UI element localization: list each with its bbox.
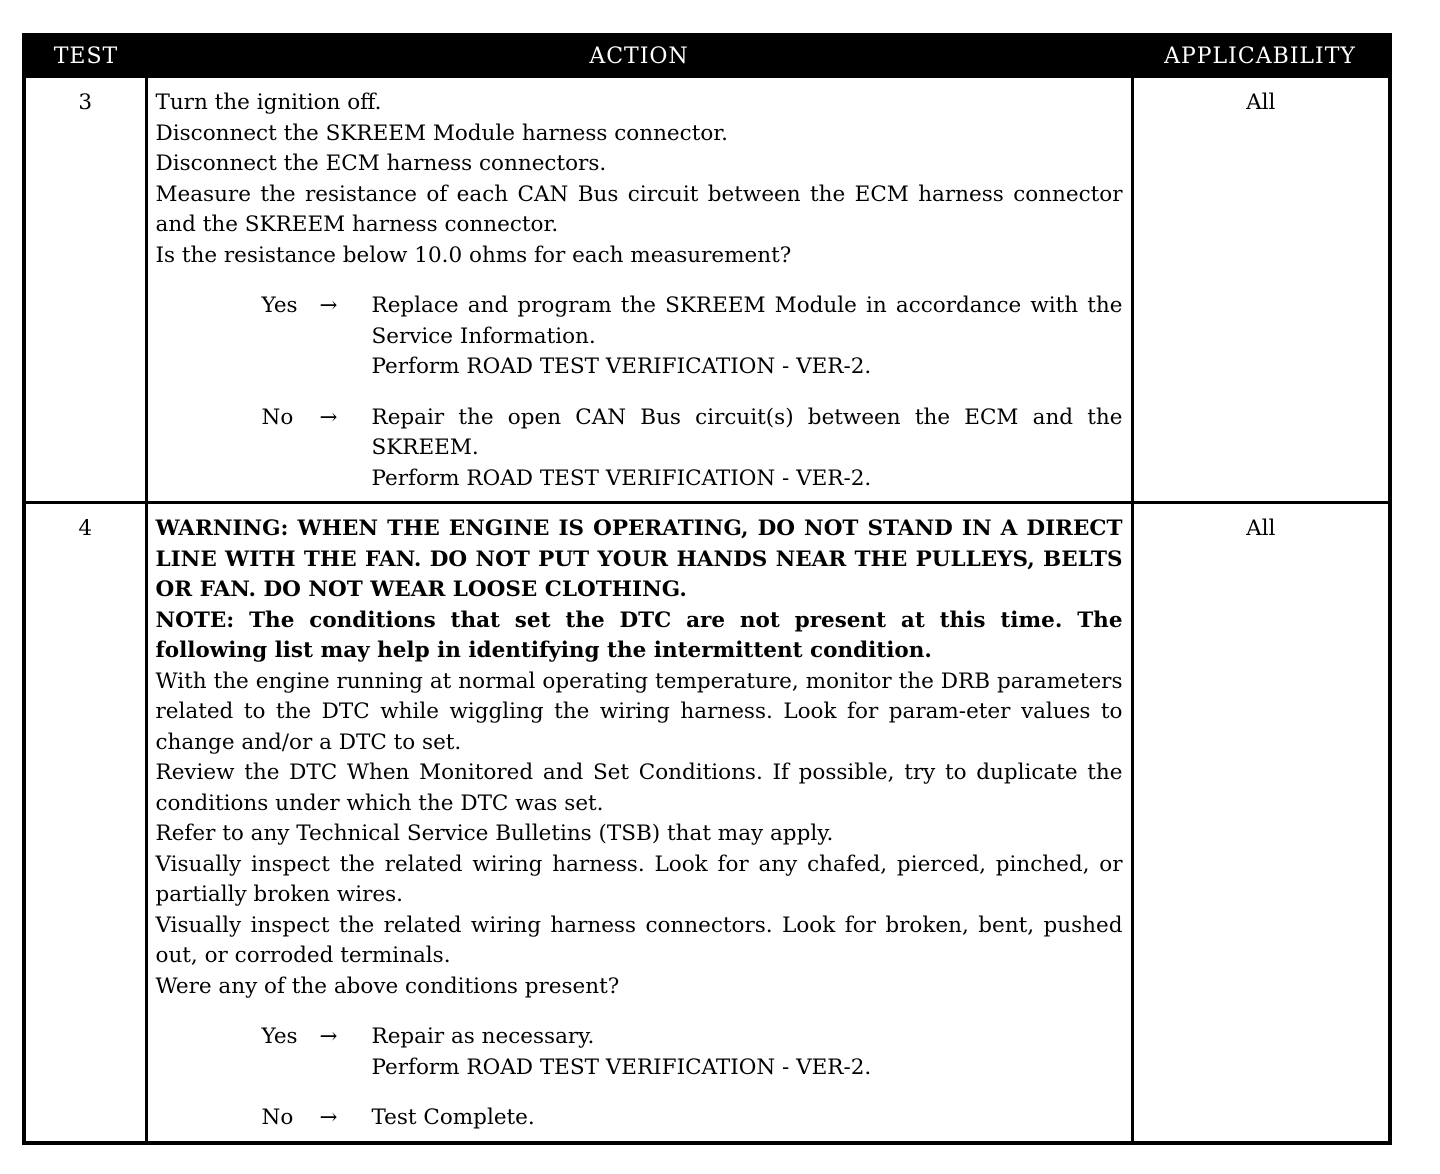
outcome-line: Repair the open CAN Bus circuit(s) between the ECM and the SKREEM. [371,404,1123,460]
outcome-label: No [261,404,294,430]
applicability-value: All [1132,77,1390,503]
outcome-no [156,1103,1123,1134]
table-row-test-3 [24,77,1390,503]
right-arrow-icon: → [319,1105,338,1130]
warning-text: WARNING: WHEN THE ENGINE IS OPERATING, DO NOT STAND IN A DIRECT LINE WITH THE FAN. DO NOT PUT YOUR HANDS NEAR THE PULLEYS, BELTS OR FAN. DO NOT WEAR LOOSE CLOTHING. [155,516,1123,602]
action-cell [146,503,1132,1143]
step-text: Refer to any Technical Service Bulletins (TSB) that may apply. [155,821,834,846]
action-cell [146,77,1132,503]
question-text: Is the resistance below 10.0 ohms for each measurement? [155,242,792,268]
table-row-test-4 [24,503,1390,1143]
header-test: TEST [24,35,146,77]
outcome-yes [156,291,1123,383]
question-text: Were any of the above conditions present? [155,973,620,999]
outcome-line: Test Complete. [371,1105,535,1130]
outcome-line: Replace and program the SKREEM Module in accordance with the Service Information. [371,293,1123,349]
outcome-text [372,403,1123,495]
applicability-value: All [1132,503,1390,1143]
outcome-text [372,1022,1123,1083]
test-number: 3 [24,77,146,503]
step-text: With the engine running at normal operating temperature, monitor the DRB parameters related to the DTC while wiggling the wiring harness. Look for param-eter values to change and/or a DTC to set. [155,668,1123,755]
step-text: Disconnect the SKREEM Module harness connector. [155,120,729,146]
step-text: Disconnect the ECM harness connectors. [155,151,607,176]
test-number: 4 [24,503,146,1143]
header-applicability: APPLICABILITY [1132,35,1390,77]
outcome-line: Perform ROAD TEST VERIFICATION - VER-2. [371,1054,872,1080]
outcome-line: Repair as necessary. [371,1024,595,1049]
step-text: Visually inspect the related wiring harness. Look for any chafed, pierced, pinched, or partially broken wires. [155,851,1123,907]
outcomes-list [156,291,1123,494]
outcome-text [372,291,1123,383]
note-text: NOTE: The conditions that set the DTC are not present at this time. The following list may help in identifying the intermittent condition. [155,607,1123,663]
outcome-label: No [261,1105,294,1130]
outcomes-list [156,1022,1123,1134]
diagnostic-test-table [22,33,1392,1145]
outcome-yes [156,1022,1123,1083]
right-arrow-icon: → [319,1024,338,1049]
right-arrow-icon: → [319,404,338,430]
table-header-row [24,35,1390,77]
outcome-no [156,403,1123,495]
step-text: Measure the resistance of each CAN Bus circuit between the ECM harness connector and the SKREEM harness connector. [155,181,1123,237]
step-text: Visually inspect the related wiring harness connectors. Look for broken, bent, pushed out, or corroded terminals. [155,912,1123,968]
outcome-label: Yes [261,1024,298,1049]
right-arrow-icon: → [319,293,338,318]
header-action: ACTION [146,35,1132,77]
outcome-text [372,1103,1123,1134]
step-text: Review the DTC When Monitored and Set Conditions. If possible, try to duplicate the conditions under which the DTC was set. [155,760,1123,816]
outcome-label: Yes [261,293,298,318]
outcome-line: Perform ROAD TEST VERIFICATION - VER-2. [371,354,872,379]
step-text: Turn the ignition off. [155,90,382,115]
outcome-line: Perform ROAD TEST VERIFICATION - VER-2. [371,465,872,491]
